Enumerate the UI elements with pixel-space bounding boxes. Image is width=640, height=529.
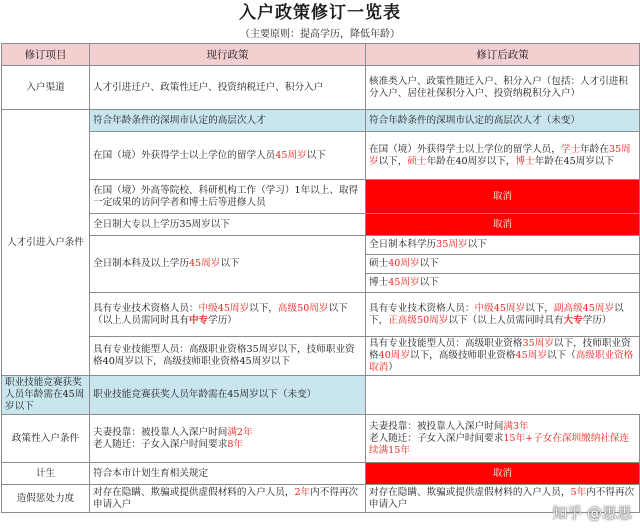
page-subtitle: （主要原则：提高学历，降低年龄）: [240, 29, 400, 40]
table-row: [2, 293, 640, 337]
row-label-planning: 计生: [2, 463, 90, 485]
talent-row6-current: 具有专业技术资格人员：中级45周岁以下，高级50周岁以下（以上人员需同时具有中专学历）: [90, 293, 366, 337]
talent-row3-revised: 取消: [366, 180, 640, 214]
policy-table: [1, 43, 640, 513]
talent-row4-revised: 取消: [366, 214, 640, 236]
fraud-current: 对存在隐瞒、欺骗或提供虚假材料的入户人员，2年内不得再次申请入户: [90, 485, 366, 513]
table-row: [2, 415, 640, 463]
talent-row5-revised-doctor: 博士45周岁以下: [366, 274, 640, 293]
table-row: [2, 66, 640, 110]
row-label-fraud: 造假惩处力度: [2, 485, 90, 513]
table-header-row: [2, 44, 640, 66]
talent-row4-current: 全日制大专以上学历35周岁以下: [90, 214, 366, 236]
header-revised: 修订后政策: [366, 44, 640, 66]
policy-revised: 夫妻投靠：被投靠人入深户时间满3年 老人随迁：子女入深户时间要求15年+子女在深圳缴纳社保连续满15年: [366, 415, 640, 463]
talent-row6-revised: 具有专业技术资格人员：中级45周岁以下，副高级45周岁以下，正高级50周岁以下（以上人员需同时具有大专学历）: [366, 293, 640, 337]
talent-row1-current: 符合年龄条件的深圳市认定的高层次人才: [90, 110, 366, 132]
page-title: 入户政策修订一览表: [239, 3, 401, 23]
row-label-policy: 政策性入户条件: [2, 415, 90, 463]
channel-current: 人才引进迁户、政策性迁户、投资纳税迁户、积分入户: [90, 66, 366, 110]
header-item: 修订项目: [2, 44, 90, 66]
talent-row2-current: 在国（境）外获得学士以上学位的留学人员45周岁以下: [90, 132, 366, 180]
row-label-channel: 入户渠道: [2, 66, 90, 110]
planning-revised: 取消: [366, 463, 640, 485]
table-row: [2, 214, 640, 236]
talent-row2-revised: 在国（境）外获得学士以上学位的留学人员，学士年龄在35周岁以下，硕士年龄在40周岁以下，博士年龄在45周岁以下: [366, 132, 640, 180]
talent-row8-current: 职业技能竞赛获奖人员年龄需在45周岁以下: [2, 376, 90, 415]
table-row: [2, 110, 640, 132]
talent-row8-revised: 职业技能竞赛获奖人员年龄需在45周岁以下（未变）: [90, 376, 366, 415]
fraud-revised: 对存在隐瞒、欺骗或提供虚假材料的入户人员，5年内不得再次申请入户: [366, 485, 640, 513]
table-row: [2, 132, 640, 180]
table-row: [2, 180, 640, 214]
talent-row7-current: 具有专业技能型人员：高级职业资格35周岁以下，技师职业资格40周岁以下，高级技师职业资格45周岁以下: [90, 337, 366, 376]
policy-current: 夫妻投靠：被投靠人入深户时间满2年 老人随迁：子女入深户时间要求8年: [90, 415, 366, 463]
table-row: [2, 337, 640, 376]
talent-row3-current: 在国（境）外高等院校、科研机构工作（学习）1年以上、取得一定成果的访问学者和博士后等进修人员: [90, 180, 366, 214]
table-row: [2, 236, 640, 255]
table-row: [2, 485, 640, 513]
header-current: 现行政策: [90, 44, 366, 66]
talent-row5-revised-bachelor: 全日制本科学历35周岁以下: [366, 236, 640, 255]
planning-current: 符合本市计划生育相关规定: [90, 463, 366, 485]
talent-row5-current: 全日制本科及以上学历45周岁以下: [90, 236, 366, 293]
talent-row1-revised: 符合年龄条件的深圳市认定的高层次人才（未变）: [366, 110, 640, 132]
watermark: 知乎 @思思: [552, 504, 632, 522]
talent-row7-revised: 具有专业技能型人员：高级职业资格35周岁以下，技师职业资格40周岁以下，高级技师职业资格45周岁以下（高级职业资格取消）: [366, 337, 640, 376]
row-label-talent: 人才引进入户条件: [2, 110, 90, 376]
table-row: [2, 463, 640, 485]
talent-row5-revised-master: 硕士40周岁以下: [366, 255, 640, 274]
channel-revised: 核准类入户、政策性随迁入户、积分入户（包括：人才引进积分入户、居住社保积分入户、投资纳税积分入户）: [366, 66, 640, 110]
table-row: [2, 376, 640, 415]
